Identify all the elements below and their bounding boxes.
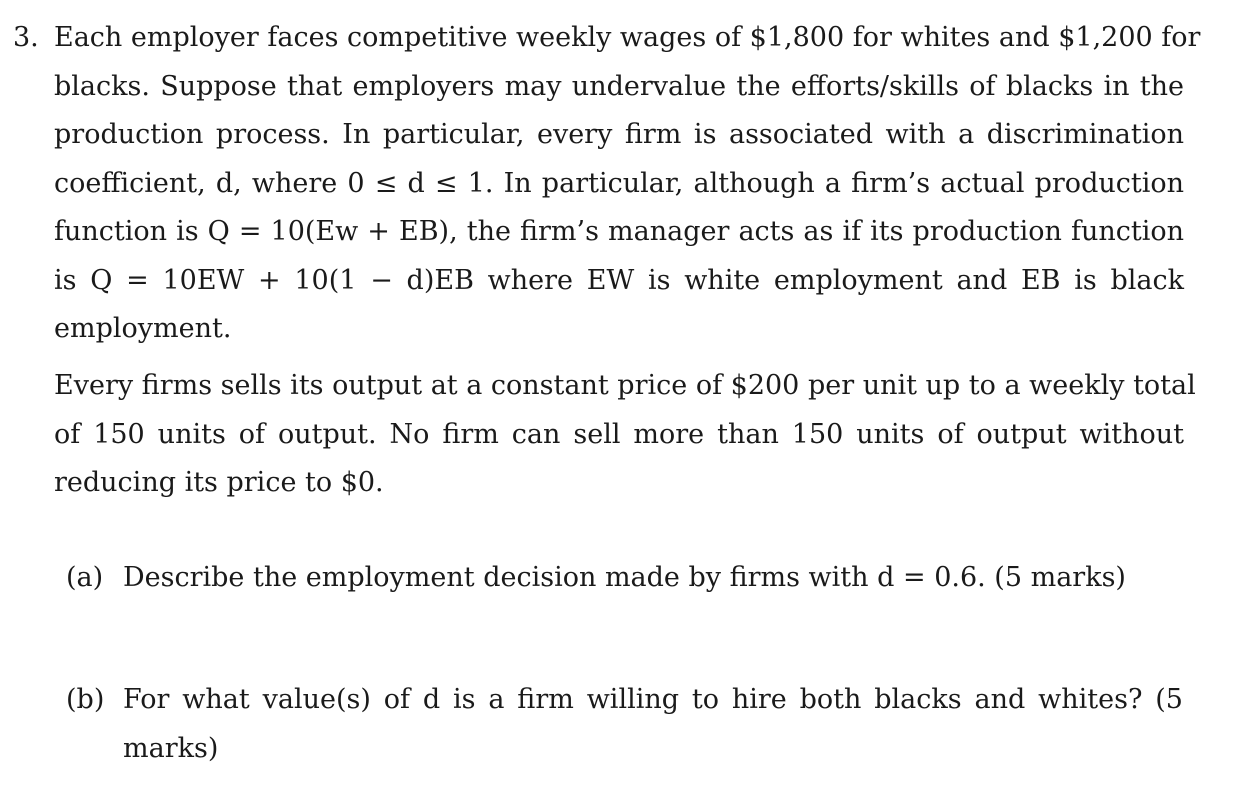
paragraph-line: coefficient, d, where 0 ≤ d ≤ 1. In particular, although a firm’s actual production	[54, 167, 1184, 199]
sub-question-line: marks)	[123, 732, 219, 764]
sub-question-label: (a)	[66, 562, 104, 593]
paragraph-line: employment.	[54, 313, 232, 344]
sub-question-text	[123, 676, 1183, 773]
paragraph-line: of 150 units of output. No firm can sell more than 150 units of output without	[54, 418, 1184, 450]
paragraph-line: is Q = 10EW + 10(1 − d)EB where EW is white employment and EB is black	[54, 264, 1184, 296]
sub-question-label: (b)	[66, 684, 105, 715]
paragraph-line: Each employer faces competitive weekly wages of $1,800 for whites and $1,200 for	[54, 22, 1201, 53]
sub-question-line: For what value(s) of d is a firm willing to hire both blacks and whites? (5	[123, 684, 1183, 715]
question-paragraph-1	[54, 14, 1201, 354]
sub-question-line: Describe the employment decision made by firms with d = 0.6. (5 marks)	[123, 562, 1126, 593]
paragraph-line: reducing its price to $0.	[54, 467, 384, 498]
paragraph-line: production process. In particular, every firm is associated with a discrimination	[54, 119, 1184, 150]
question-paragraph-2	[54, 362, 1196, 508]
question-number: 3.	[13, 22, 39, 53]
paragraph-line: function is Q = 10(Ew + EB), the firm’s manager acts as if its production function	[54, 216, 1184, 247]
paragraph-line: Every firms sells its output at a constant price of $200 per unit up to a weekly total	[54, 370, 1196, 401]
sub-question-text	[123, 554, 1183, 602]
paragraph-line: blacks. Suppose that employers may undervalue the efforts/skills of blacks in the	[54, 70, 1184, 102]
